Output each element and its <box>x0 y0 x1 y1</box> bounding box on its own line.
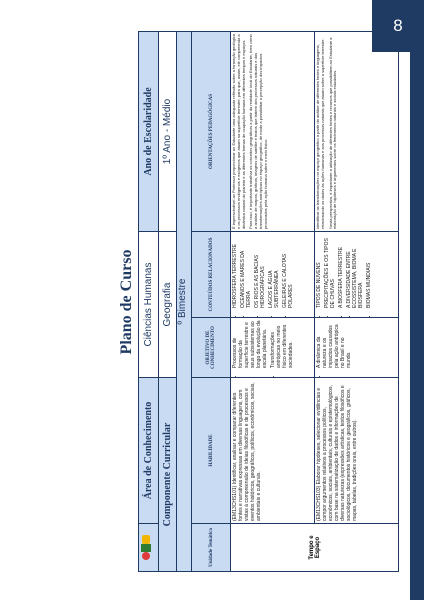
col-habilidade: HABILIDADE <box>192 378 231 524</box>
conteudo-item: • GELEIRAS E CALOTAS POLARES <box>282 234 294 308</box>
objetivo-1-item: • Processos de formação da superfície terrestre e seus subsistemas ao longo da evolução da escala planetária. <box>232 320 268 368</box>
area-value: Ciências Humanas <box>139 232 159 378</box>
logo-icon <box>139 533 153 563</box>
course-plan-table <box>138 31 399 572</box>
componente-label: Componente Curricular <box>159 378 177 572</box>
col-objetivo: OBJETIVO DE CONHECIMENTO <box>192 318 231 378</box>
conteudo-item: • PRECIPITAÇÕES E OS TIPOS DE CHUVAS <box>324 234 336 308</box>
logo-cell <box>139 524 159 572</box>
conteudo-item: • BIOMAS MUNDIAIS <box>366 234 372 308</box>
area-label: Área de Conhecimento <box>139 378 159 524</box>
orientacoes-1 <box>231 32 315 232</box>
col-unidade: Unidade Temática <box>192 524 231 572</box>
conteudo-item: • OS RIOS E AS BACIAS HIDROGRÁFICAS <box>254 234 266 308</box>
unidade-tematica: Tempo e Espaço <box>231 524 399 572</box>
conteudo-item: • A DIVERSIDADE ENTRE ECOSSISTEMA, BIOMA E BIOSFERA <box>346 234 364 308</box>
course-plan-document <box>116 32 400 572</box>
conteudo-item: • A BIOSFERA TERRESTRE <box>338 234 344 308</box>
orientacoes-2 <box>315 32 399 232</box>
col-conteudos: CONTEÚDOS RELACIONADOS <box>192 232 231 318</box>
orientacao-paragraph: É imprescindível ao Professor proporcionar ao Estudante uma adequada reflexão sobre a formação geológica e os processos endógenos e exógenos que atuam na superfície terrestre, para que, assim, ele compreenda a dinâmica natural do planeta e as diferentes formas de ocupação humana em diferentes tempos e espaços. <box>231 33 246 229</box>
objetivo-1 <box>231 318 315 378</box>
habilidade-2: (EM13CHS103) Elaborar hipóteses, selecionar evidências e compor argumentos relativos a processos políticos, econômicos, sociais, ambientais, culturais e epistemológicos, com base na sistematização de dados e informações de diversas naturezas (expressões artísticas, textos filosóficos e sociológicos, documentos históricos e geográficos, gráficos, mapas, tabelas, tradições orais, entre outros). <box>315 378 399 524</box>
page-title: Plano de Curso <box>118 249 135 355</box>
componente-value: Geografia <box>159 232 177 378</box>
habilidade-1: (EM13CHS101) Identificar, analisar e comparar diferentes fontes e narrativas expressas em diversas linguagens, com vistas à compreensão de ideias filosóficas e de processos e eventos históricos, geográficos, políticos, econômicos, sociais, ambientais e culturais. <box>231 378 315 524</box>
ano-value: 1º Ano - Médio <box>159 32 177 232</box>
orientacao-paragraph: Nesta perspectiva, é importante a utilização de diferentes fontes e recursos que possibilitem ao Estudante a elaboração de hipóteses e argumentos sobre os fenômenos naturais e sociais estudados. <box>327 37 338 229</box>
orientacao-paragraph: Para isso, é importante trabalhar os conceitos geográficos a partir da realidade local do Estudante, bem como a análise de mapas, gráficos, imagens de satélite e textos que tratem dos processos naturais e das transformações antrópicas no espaço geográfico, de modo a possibilitar a percepção dos impactos provocados pela ação humana sobre o meio físico. <box>248 34 268 229</box>
side-band <box>410 52 424 600</box>
conteudo-item: • OCEANOS E MARES DA TERRA <box>240 234 252 308</box>
col-orientacoes: ORIENTAÇÕES PEDAGÓGICAS <box>192 32 231 232</box>
page-number: 8 <box>393 16 403 35</box>
orientacao-paragraph: Identificar as transformações no espaço geográfico a partir da análise de diferentes fontes e linguagens, relacionando os dados às ações humanas e aos processos naturais que atuam sobre a superfície terrestre. <box>315 38 325 229</box>
objetivo-2 <box>315 318 399 378</box>
objetivo-2-item: • A dinâmica da natureza e os impactos causados pela ação antrópica no Brasil e no mundo. <box>316 320 352 368</box>
conteudo-item: • TIPOS DE NUVENS <box>316 234 322 308</box>
conteudos-2 <box>315 232 399 318</box>
objetivo-1-item: • Transformações antrópicas no meio físico em diferentes sociedades. <box>270 320 294 368</box>
conteudo-item: • LAGOS E ÁGUA SUBTERRÂNEA <box>268 234 280 308</box>
conteudos-1 <box>231 232 315 318</box>
bimestre-bar: º Bimestre <box>177 32 192 572</box>
ano-escolaridade-label: Ano de Escolaridade <box>139 32 159 232</box>
conteudo-item: • HIDROSFERA TERRESTRE <box>232 234 238 308</box>
